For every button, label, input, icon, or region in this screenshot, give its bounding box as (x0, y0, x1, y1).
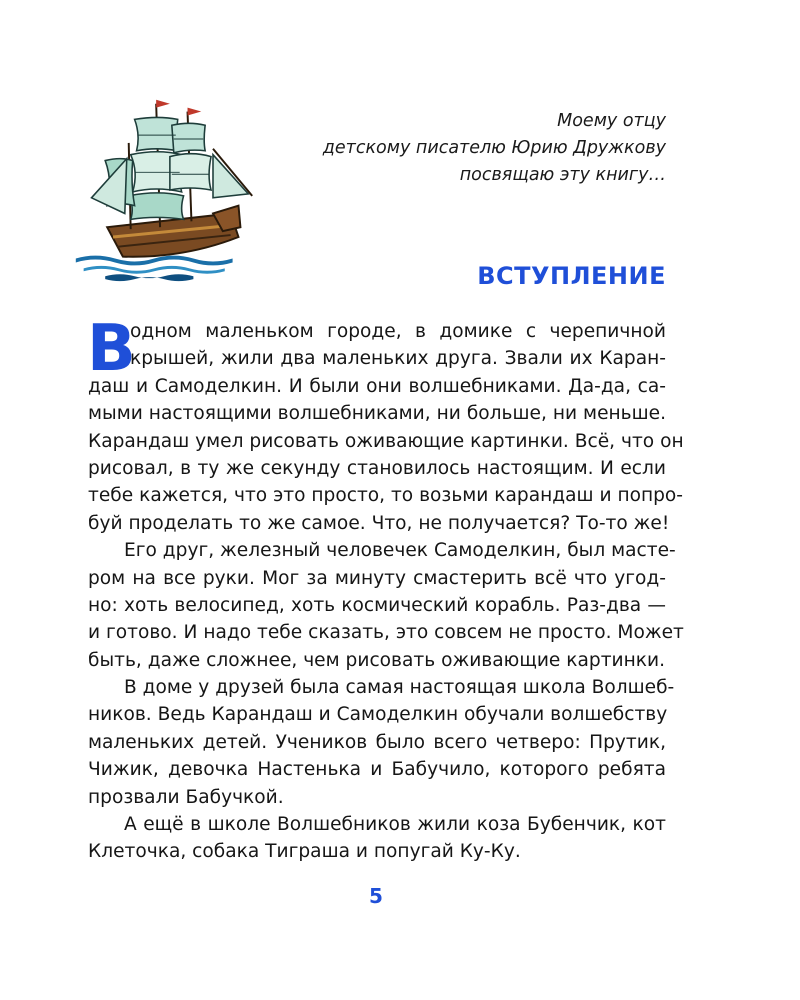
dedication-line: посвящаю эту книгу… (459, 165, 666, 185)
text-line: Клеточка, собака Тиграша и попугай Ку-Ку. (88, 841, 521, 863)
text-line: Чижик, девочка Настенька и Бабучило, которого ребята (88, 759, 666, 781)
text-line: даш и Самоделкин. И были они волшебниками. Да-да, са- (88, 375, 666, 397)
text-line: прозвали Бабучкой. (88, 786, 284, 808)
text-line: Его друг, железный человечек Самоделкин, был масте- (124, 540, 676, 562)
dedication-line: детскому писателю Юрию Дружкову (322, 138, 666, 158)
text-line: ром на все руки. Мог за минуту смастерить всё что угод- (88, 567, 666, 589)
text-line: маленьких детей. Учеников было всего четверо: Прутик, (88, 731, 666, 753)
text-line: А ещё в школе Волшебников жили коза Бубенчик, кот (124, 814, 666, 836)
text-line: ников. Ведь Карандаш и Самоделкин обучали волшебству (88, 704, 668, 726)
body-text (87, 312, 684, 866)
text-line: мыми настоящими волшебниками, ни больше, ни меньше. (88, 403, 666, 425)
text-line: тебе кажется, что это просто, то возьми карандаш и попро- (88, 485, 684, 507)
text-line: быть, даже сложнее, чем рисовать оживающие картинки. (88, 649, 665, 671)
text-line: и готово. И надо тебе сказать, это совсем не просто. Может (88, 622, 684, 644)
text-line: но: хоть велосипед, хоть космический корабль. Раз-два — (88, 594, 666, 616)
sailing-ship-icon (66, 88, 262, 288)
text-line: В доме у друзей была самая настоящая школа Волшеб- (124, 677, 675, 699)
text-line: одном маленьком городе, в домике с черепичной (130, 321, 666, 342)
text-line: крышей, жили два маленьких друга. Звали их Каран- (130, 348, 666, 370)
page-number: 5 (369, 884, 383, 908)
text-line: рисовал, в ту же секунду становилось настоящим. И если (88, 457, 666, 479)
dedication-line: Моему отцу (557, 111, 666, 131)
text-line: буй проделать то же самое. Что, не получается? То-то же! (88, 512, 670, 534)
drop-cap: В (87, 312, 136, 386)
dedication (246, 108, 666, 189)
text-line: Карандаш умел рисовать оживающие картинки. Всё, что он (88, 430, 684, 452)
chapter-title: ВСТУПЛЕНИЕ (477, 262, 666, 290)
